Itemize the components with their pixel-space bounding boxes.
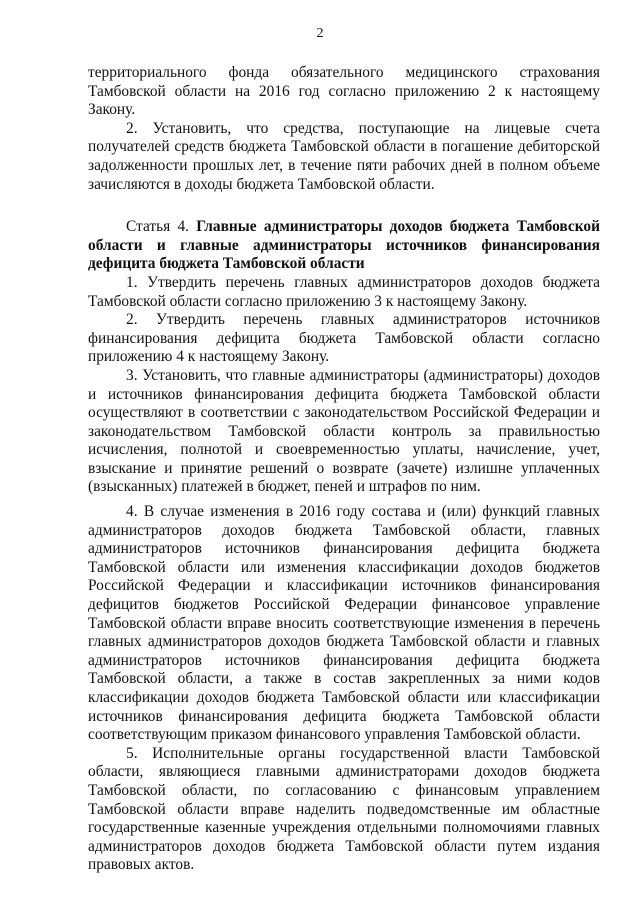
article-4-heading	[88, 218, 600, 274]
article-4-title: Главные администраторы доходов бюджета Тамбовской области и главные администраторы источников финансирования дефицита бюджета Тамбовской области	[88, 218, 600, 273]
article-4-item-1: 1. Утвердить перечень главных администраторов доходов бюджета Тамбовской области согласно приложению 3 к настоящему Закону.	[88, 273, 600, 310]
paragraph-item-2: 2. Установить, что средства, поступающие на лицевые счета получателей средств бюджета Тамбовской области в погашение дебиторской задолженности прошлых лет, в течение пяти рабочих дней в полном объеме зачисляются в доходы бюджета Тамбовской области.	[88, 119, 600, 193]
article-4-item-4: 4. В случае изменения в 2016 году состава и (или) функций главных администраторов доходов бюджета Тамбовской области, главных администраторов источников финансирования дефицита бюджета Тамбовской области или изменения классификации доходов бюджетов Российской Федерации и классификации источников финансирования дефицитов бюджетов Российской Федерации финансовое управление Тамбовской области вправе вносить соответствующие изменения в перечень главных администраторов доходов бюджета Тамбовской области и главных администраторов источников финансирования дефицита бюджета Тамбовской области, а также в состав закрепленных за ними кодов классификации доходов бюджета Тамбовской области или классификации источников финансирования дефицита бюджета Тамбовской области соответствующим приказом финансового управления Тамбовской области.	[88, 503, 600, 744]
page-number: 2	[316, 26, 324, 41]
article-4-item-3: 3. Установить, что главные администраторы (администраторы) доходов и источников финансирования дефицита бюджета Тамбовской области осуществляют в соответствии с законодательством Российской Федерации и законодательством Тамбовской области контроль за правильностью исчисления, полнотой и своевременностью уплаты, начисление, учет, взыскание и принятие решений о возврате (зачете) излишне уплаченных (взысканных) платежей в бюджет, пеней и штрафов по ним.	[88, 366, 600, 496]
paragraph-continuation: территориального фонда обязательного медицинского страхования Тамбовской области на 2016 год согласно приложению 2 к настоящему Закону.	[88, 64, 600, 119]
article-4-item-5: 5. Исполнительные органы государственной власти Тамбовской области, являющиеся главными администраторами доходов бюджета Тамбовской области, по согласованию с финансовым управлением Тамбовской области вправе наделить подведомственные им областные государственные казенные учреждения отдельными полномочиями главных администраторов доходов бюджета Тамбовской области путем издания правовых актов.	[88, 744, 600, 874]
article-4-label: Статья 4.	[126, 218, 189, 236]
article-4-item-2: 2. Утвердить перечень главных администраторов источников финансирования дефицита бюджета Тамбовской области согласно приложению 4 к настоящему Закону.	[88, 311, 600, 366]
document-body	[88, 64, 600, 875]
